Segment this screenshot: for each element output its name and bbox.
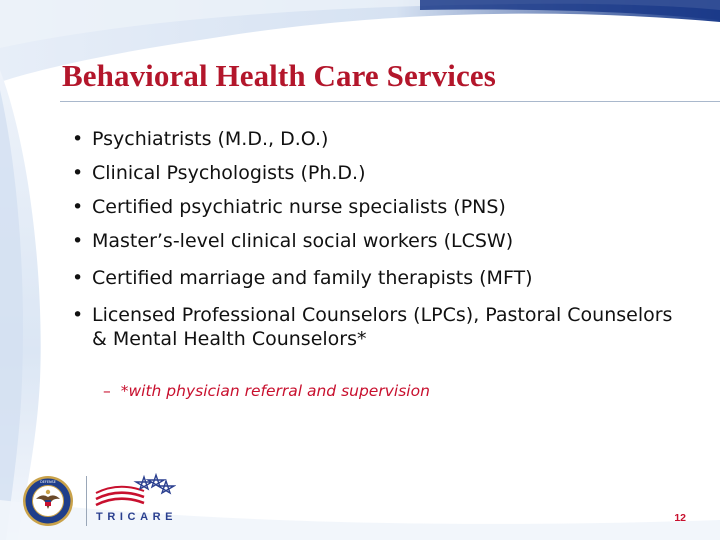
sub-bullet-dash: –: [103, 382, 111, 400]
page-number: 12: [674, 512, 686, 524]
logo-divider: [86, 476, 87, 526]
bullet-item: • Licensed Professional Counselors (LPCs), Pastoral Counselors & Mental Health Counselors*: [72, 303, 692, 351]
bullet-list: [72, 127, 692, 351]
tricare-wordmark: TRICARE: [96, 511, 178, 523]
dod-seal-icon: [22, 475, 84, 527]
title-divider: [60, 101, 720, 102]
bullet-item: • Master’s-level clinical social workers (LCSW): [72, 229, 692, 253]
bullet-item: • Psychiatrists (M.D., D.O.): [72, 127, 692, 151]
sub-bullet-text: *with physician referral and supervision: [120, 382, 430, 400]
bullet-item: • Certified marriage and family therapists (MFT): [72, 266, 692, 290]
seal-text: DEFENSE: [40, 480, 56, 485]
bullet-item: • Clinical Psychologists (Ph.D.): [72, 161, 692, 185]
sub-bullet: [103, 382, 430, 400]
bullet-item: • Certified psychiatric nurse specialists (PNS): [72, 195, 692, 219]
slide-title: Behavioral Health Care Services: [62, 58, 496, 93]
tricare-logo-icon: [94, 473, 176, 511]
